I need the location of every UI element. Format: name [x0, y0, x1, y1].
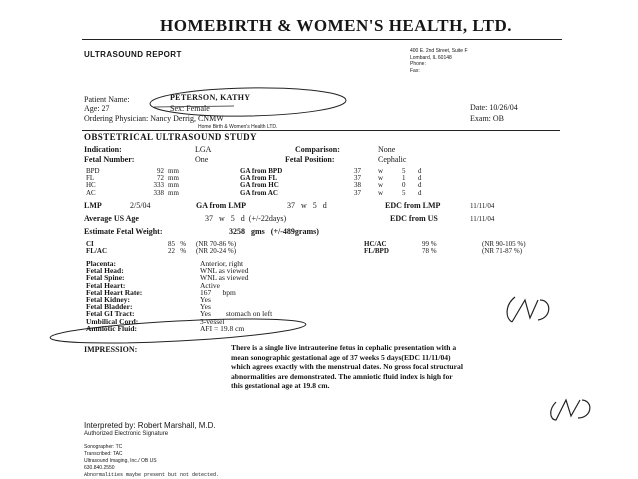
study-heading: OBSTETRICAL ULTRASOUND STUDY: [84, 132, 257, 142]
edc-lmp-value: 11/11/04: [470, 202, 495, 210]
ga-days: 5: [402, 167, 406, 175]
biometry-name: HC: [86, 181, 96, 190]
section-rule: [82, 130, 560, 131]
finding-value: Yes stomach on left: [200, 309, 273, 319]
fetal-number-value: One: [195, 155, 209, 164]
biometry-value: 92: [157, 167, 164, 175]
ratio-value: 85 %: [168, 240, 187, 248]
footer-line: Sonographer: TC: [84, 444, 123, 450]
ratio-value-2: 78 %: [422, 247, 437, 256]
finding-value: WNL as viewed: [200, 266, 249, 276]
impression-line: abnormalities are demonstrated. The amniotic fluid index is high for: [231, 371, 453, 381]
ratio-range: (NR 70-86 %): [196, 240, 237, 248]
finding-label: Fetal Kidney:: [86, 295, 130, 305]
ga-weeks-unit: w: [378, 167, 384, 175]
ga-label: GA from BPD: [240, 167, 283, 175]
biometry-unit: mm: [168, 188, 179, 197]
ga-days-unit: d: [418, 174, 422, 183]
ga-label: GA from HC: [240, 181, 279, 190]
ga-days-unit: d: [418, 181, 422, 190]
patient-name-label: Patient Name:: [84, 95, 130, 104]
biometry-value: 72: [157, 174, 164, 183]
impression-line: which agrees exactly with the menstrual dates. No gross focal structural: [231, 362, 463, 372]
ga-weeks-unit: w: [378, 174, 384, 183]
finding-label: Fetal Bladder:: [86, 302, 133, 312]
authorized-signature: Authorized Electronic Signature: [84, 431, 169, 437]
address-line: 400 E. 2nd Street, Suite F: [410, 48, 468, 54]
ga-weeks-unit: w: [378, 188, 384, 197]
ga-days-unit: d: [418, 167, 422, 175]
patient-age: Age: 27: [84, 104, 110, 113]
address-line: Phone:: [410, 61, 426, 67]
biometry-unit: mm: [168, 174, 179, 183]
exam-type: Exam: OB: [470, 114, 504, 123]
biometry-value: 333: [153, 181, 164, 190]
footer-line: Abnormalities maybe present but not detected.: [84, 472, 220, 478]
fetal-position-label: Fetal Position:: [285, 155, 335, 164]
ga-lmp-label: GA from LMP: [196, 201, 247, 210]
impression-text: [231, 343, 463, 391]
finding-label: Fetal Spine:: [86, 273, 125, 283]
finding-value: Yes: [200, 295, 211, 305]
impression-line: this gestational age at 19.8 cm.: [231, 381, 330, 391]
findings-list: [84, 260, 274, 332]
ratio-row: [84, 241, 528, 248]
ratio-value: 22 %: [168, 247, 187, 256]
ratio-range: (NR 20-24 %): [196, 247, 237, 256]
biometry-unit: mm: [168, 181, 179, 190]
patient-name: PETERSON, KATHY: [170, 93, 251, 102]
biometry-value: 338: [153, 188, 164, 197]
ordering-physician: Ordering Physician: Nancy Derrig, CNMW: [84, 114, 224, 123]
biometry-name: BPD: [86, 167, 100, 175]
finding-value: AFI = 19.8 cm: [200, 323, 245, 333]
footer-notes: [84, 444, 219, 479]
ratio-name: CI: [86, 240, 94, 248]
edc-lmp-label: EDC from LMP: [385, 201, 441, 210]
ga-label: GA from AC: [240, 188, 278, 197]
ga-weeks: 38: [354, 181, 361, 190]
avg-us-value: 37 w 5 d (+/-22days): [205, 214, 287, 223]
finding-label: Umbilical Cord:: [86, 316, 139, 326]
lmp-value: 2/5/04: [130, 201, 151, 210]
ratio-range-2: (NR 71-87 %): [482, 247, 523, 256]
ga-days-unit: d: [418, 188, 422, 197]
lmp-label: LMP: [84, 201, 102, 210]
ga-weeks: 37: [354, 188, 361, 197]
efw-value: 3258 gms (+/-489grams): [229, 227, 319, 236]
finding-value: Anterior, right: [200, 259, 244, 268]
finding-value: 167 bpm: [200, 287, 236, 297]
ga-weeks-unit: w: [378, 181, 384, 190]
address-line: Lombard, IL 60148: [410, 54, 452, 61]
ratio-name-2: FL/BPD: [364, 247, 389, 256]
comparison-value: None: [378, 145, 396, 154]
finding-value: WNL as viewed: [200, 273, 249, 283]
biometry-name: AC: [86, 188, 96, 197]
finding-value: 3-vessel: [200, 316, 225, 326]
ratio-name: FL/AC: [86, 247, 107, 256]
patient-sex: Sex: Female: [170, 104, 210, 113]
comparison-label: Comparison:: [295, 145, 340, 154]
clinic-title: HOMEBIRTH & WOMEN'S HEALTH, LTD.: [160, 16, 513, 35]
edc-us-value: 11/11/04: [470, 215, 495, 223]
ga-weeks: 37: [354, 167, 361, 175]
ga-weeks: 37: [354, 174, 361, 183]
finding-label: Fetal GI Tract:: [86, 309, 135, 319]
impression-line: There is a single live intrauterine fetus in cephalic presentation with a: [231, 343, 457, 352]
ga-days: 1: [402, 174, 406, 183]
physician-org: Home Birth & Women's Health LTD.: [198, 124, 278, 130]
finding-label: Amniotic Fluid:: [86, 323, 138, 333]
finding-label: Placenta:: [86, 259, 116, 268]
finding-row: [84, 325, 274, 332]
ga-days: 5: [402, 188, 406, 197]
interpreted-by: Interpreted by: Robert Marshall, M.D.: [84, 421, 216, 430]
ratio-value-2: 99 %: [422, 240, 437, 248]
impression-label: IMPRESSION:: [84, 345, 138, 354]
indication-value: LGA: [195, 145, 212, 154]
finding-label: Fetal Heart Rate:: [86, 287, 143, 297]
finding-value: Yes: [200, 302, 211, 312]
footer-line: 630.840.2550: [84, 465, 115, 471]
edc-us-label: EDC from US: [390, 214, 438, 223]
biometry-unit: mm: [168, 167, 179, 175]
ratio-table: [84, 241, 528, 255]
biometry-name: FL: [86, 174, 95, 183]
ratio-range-2: (NR 90-105 %): [482, 240, 526, 248]
biometry-row: [84, 190, 424, 197]
report-name: ULTRASOUND REPORT: [84, 50, 182, 59]
efw-label: Estimate Fetal Weight:: [84, 227, 163, 236]
avg-us-label: Average US Age: [84, 214, 139, 223]
impression-line: mean sonographic gestational age of 37 weeks 5 days(EDC 11/11/04): [231, 352, 451, 362]
footer-line: Ultrasound Imaging, Inc./ OB US: [84, 458, 157, 464]
address-line: Fax:: [410, 67, 420, 74]
footer-line: Transcribed: TAC: [84, 451, 123, 457]
ga-lmp-value: 37 w 5 d: [287, 201, 327, 210]
ga-label: GA from FL: [240, 174, 278, 183]
indication-label: Indication:: [84, 145, 122, 154]
fetal-number-label: Fetal Number:: [84, 155, 135, 164]
ga-days: 0: [402, 181, 406, 190]
fetal-position-value: Cephalic: [378, 155, 407, 164]
finding-label: Fetal Head:: [86, 266, 124, 276]
finding-value: Active: [200, 280, 220, 290]
ratio-row: [84, 248, 528, 255]
biometry-table: [84, 168, 424, 197]
finding-label: Fetal Heart:: [86, 280, 126, 290]
report-date: Date: 10/26/04: [470, 103, 518, 112]
ratio-name-2: HC/AC: [364, 240, 387, 248]
